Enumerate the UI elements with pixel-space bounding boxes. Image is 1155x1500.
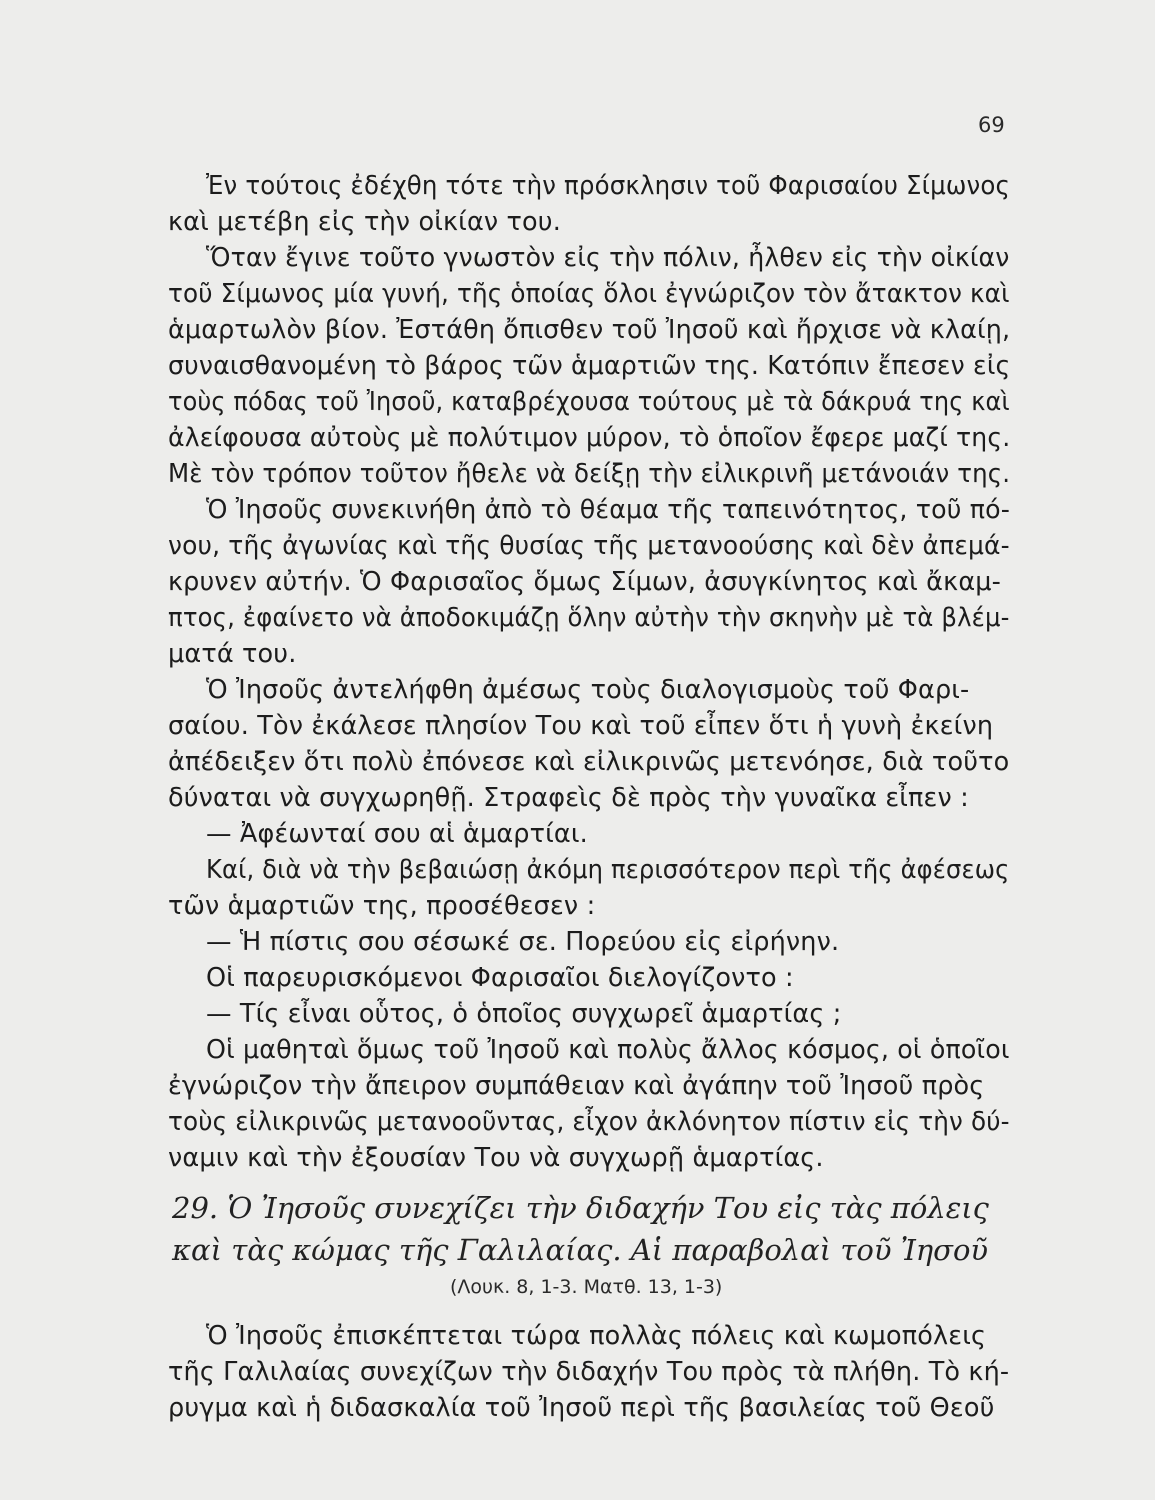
text-line: Ὅταν ἔγινε τοῦτο γνωστὸν εἰς τὴν πόλιν, ἦλθεν εἰς τὴν οἰκίαν <box>206 243 1010 273</box>
text-line: Ὁ Ἰησοῦς ἀντελήφθη ἀμέσως τοὺς διαλογισμοὺς τοῦ Φαρι- <box>206 675 970 705</box>
text-line: σαίου. Τὸν ἐκάλεσε πλησίον Του καὶ τοῦ εἶπεν ὅτι ἡ γυνὴ ἐκείνη <box>168 711 994 741</box>
text-line: Μὲ τὸν τρόπον τοῦτον ἤθελε νὰ δείξῃ τὴν εἰλικρινῆ μετάνοιάν της. <box>168 459 1011 489</box>
text-line: τοὺς πόδας τοῦ Ἰησοῦ, καταβρέχουσα τούτους μὲ τὰ δάκρυά της καὶ <box>168 387 1010 417</box>
text-line: ἐγνώριζον τὴν ἄπειρον συμπάθειαν καὶ ἀγάπην τοῦ Ἰησοῦ πρὸς <box>168 1071 985 1101</box>
text-line: νου, τῆς ἀγωνίας καὶ τῆς θυσίας τῆς μετανοούσης καὶ δὲν ἀπεμά- <box>168 531 1010 561</box>
text-line: δύναται νὰ συγχωρηθῇ. Στραφεὶς δὲ πρὸς τὴν γυναῖκα εἶπεν : <box>168 783 969 813</box>
text-line: τοὺς εἰλικρινῶς μετανοοῦντας, εἶχον ἀκλόνητον πίστιν εἰς τὴν δύ- <box>168 1107 1010 1137</box>
text-line: ματά του. <box>168 639 297 669</box>
body-text-continued <box>168 0 1010 1500</box>
text-line: καὶ μετέβη εἰς τὴν οἰκίαν του. <box>168 207 561 237</box>
text-line: κρυνεν αὐτήν. Ὁ Φαρισαῖος ὅμως Σίμων, ἀσυγκίνητος καὶ ἄκαμ- <box>168 567 1002 597</box>
dialogue-line: — Τίς εἶναι οὗτος, ὁ ὁποῖος συγχωρεῖ ἁμαρτίας ; <box>206 999 842 1029</box>
text-line: Ὁ Ἰησοῦς συνεκινήθη ἀπὸ τὸ θέαμα τῆς ταπεινότητος, τοῦ πό- <box>206 495 1011 525</box>
dialogue-line: — Ἡ πίστις σου σέσωκέ σε. Πορεύου εἰς εἰρήνην. <box>206 927 840 957</box>
text-line: Οἱ μαθηταὶ ὅμως τοῦ Ἰησοῦ καὶ πολὺς ἄλλος κόσμος, οἱ ὁποῖοι <box>206 1035 1010 1065</box>
text-line: ναμιν καὶ τὴν ἐξουσίαν Του νὰ συγχωρῇ ἁμαρτίας. <box>168 1143 824 1173</box>
text-line: τῆς Γαλιλαίας συνεχίζων τὴν διδαχήν Του πρὸς τὰ πλήθη. Τὸ κή- <box>168 1357 1010 1387</box>
text-line: ἀλείφουσα αὐτοὺς μὲ πολύτιμον μύρον, τὸ ὁποῖον ἔφερε μαζί της. <box>168 423 1011 453</box>
text-line: Καί, διὰ νὰ τὴν βεβαιώσῃ ἀκόμη περισσότερον περὶ τῆς ἀφέσεως <box>206 855 1010 885</box>
section-reference: (Λουκ. 8, 1-3. Ματθ. 13, 1-3) <box>450 1276 723 1298</box>
text-line: Ἐν τούτοις ἐδέχθη τότε τὴν πρόσκλησιν τοῦ Φαρισαίου Σίμωνος <box>206 171 1010 201</box>
text-line: πτος, ἐφαίνετο νὰ ἀποδοκιμάζῃ ὅλην αὐτὴν τὴν σκηνὴν μὲ τὰ βλέμ- <box>168 603 1010 633</box>
dialogue-line: — Ἀφέωνταί σου αἱ ἁμαρτίαι. <box>206 819 588 849</box>
text-line: τῶν ἁμαρτιῶν της, προσέθεσεν : <box>168 891 596 921</box>
text-line: ρυγμα καὶ ἡ διδασκαλία τοῦ Ἰησοῦ περὶ τῆς βασιλείας τοῦ Θεοῦ <box>168 1393 995 1423</box>
text-line: Ὁ Ἰησοῦς ἐπισκέπτεται τώρα πολλὰς πόλεις καὶ κωμοπόλεις <box>206 1321 987 1351</box>
text-line: τοῦ Σίμωνος μία γυνή, τῆς ὁποίας ὅλοι ἐγνώριζον τὸν ἄτακτον καὶ <box>168 279 1010 309</box>
text-line: ἁμαρτωλὸν βίον. Ἐστάθη ὄπισθεν τοῦ Ἰησοῦ καὶ ἤρχισε νὰ κλαίῃ, <box>168 315 1011 345</box>
section-heading-line: καὶ τὰς κώμας τῆς Γαλιλαίας. Αἱ παραβολαὶ τοῦ Ἰησοῦ <box>172 1233 989 1267</box>
text-line: συναισθανομένη τὸ βάρος τῶν ἁμαρτιῶν της. Κατόπιν ἔπεσεν εἰς <box>168 351 1011 381</box>
text-line: ἀπέδειξεν ὅτι πολὺ ἐπόνεσε καὶ εἰλικρινῶς μετενόησε, διὰ τοῦτο <box>168 747 1010 777</box>
section-heading-line: 29. Ὁ Ἰησοῦς συνεχίζει τὴν διδαχήν Του εἰς τὰς πόλεις <box>172 1191 989 1225</box>
text-line: Οἱ παρευρισκόμενοι Φαρισαῖοι διελογίζοντο : <box>206 963 794 993</box>
page-number: 69 <box>978 113 1005 137</box>
